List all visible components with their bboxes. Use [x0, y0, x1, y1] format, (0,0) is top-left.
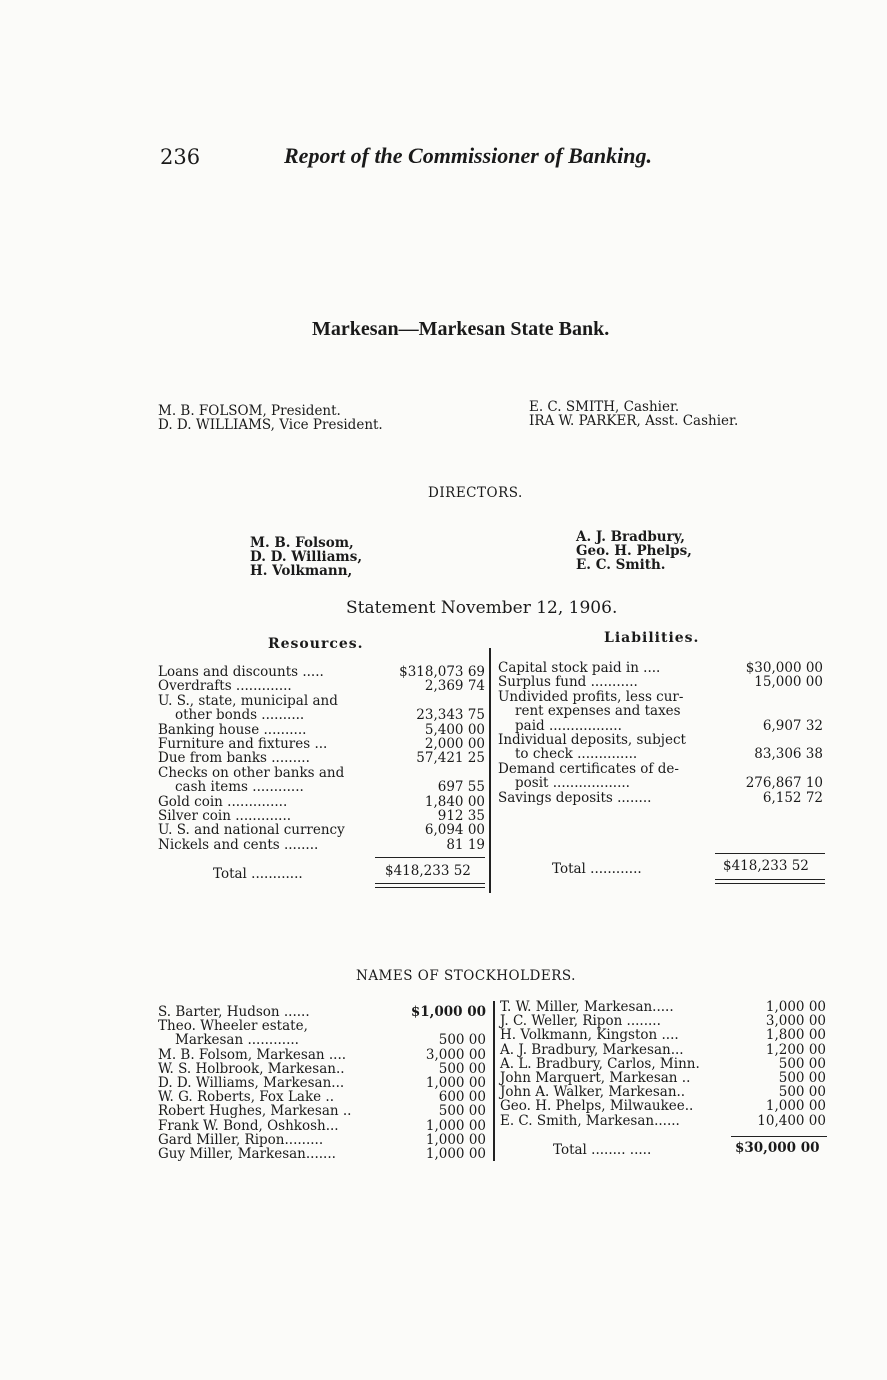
ledger-row: [498, 733, 823, 747]
stockholder-row: [158, 1019, 486, 1033]
ledger-amount: 23,343 75: [416, 707, 485, 724]
stockholder-amount: 1,000 00: [765, 1098, 826, 1115]
page-number: 236: [160, 145, 201, 169]
ledger-row: [158, 737, 485, 751]
stockholder-row: [158, 1090, 486, 1104]
stockholder-amount: 1,800 00: [765, 1027, 826, 1044]
ledger-label: to check ..............: [515, 746, 638, 763]
ledger-amount: $30,000 00: [745, 660, 823, 676]
liabilities-heading: Liabilities.: [604, 630, 700, 646]
resources-total-amount: $418,233 52: [385, 863, 471, 879]
ledger-amount: 6,094 00: [424, 822, 485, 839]
stockholders-left: [158, 1005, 486, 1161]
stockholder-name: T. W. Miller, Markesan.....: [500, 999, 674, 1015]
stockholder-name: John A. Walker, Markesan..: [500, 1084, 686, 1101]
stockholder-amount: 500 00: [778, 1069, 826, 1086]
ledger-row: [498, 776, 823, 790]
stockholder-amount: 500 00: [438, 1103, 486, 1120]
stockholder-amount: 3,000 00: [765, 1013, 826, 1030]
stockholder-row: [158, 1048, 486, 1062]
stockholder-name: M. B. Folsom, Markesan ....: [158, 1046, 347, 1063]
stockholder-amount: 600 00: [438, 1089, 486, 1106]
stockholder-row: [500, 1114, 826, 1128]
ledger-label: Demand certificates of de-: [498, 760, 679, 777]
liabilities-ledger: [498, 661, 823, 805]
ledger-label: Undivided profits, less cur-: [498, 688, 684, 705]
stockholder-amount: 1,000 00: [425, 1074, 486, 1091]
director-name: A. J. Bradbury,: [576, 529, 685, 545]
ledger-row: [498, 762, 823, 776]
stockholder-amount: 500 00: [438, 1032, 486, 1049]
stockholder-amount: 1,000 00: [425, 1117, 486, 1134]
column-divider: [489, 648, 491, 893]
stockholder-amount: 3,000 00: [425, 1046, 486, 1063]
resources-total-label: Total ............: [213, 866, 303, 882]
stockholder-name: A. L. Bradbury, Carlos, Minn.: [500, 1055, 700, 1072]
stockholders-heading: NAMES OF STOCKHOLDERS.: [356, 968, 576, 984]
officers-left: [158, 404, 383, 432]
ledger-label: posit ..................: [515, 775, 630, 792]
directors-right: [576, 530, 692, 572]
stockholder-name: W. G. Roberts, Fox Lake ..: [158, 1089, 335, 1106]
ledger-label: Overdrafts .............: [158, 678, 292, 695]
liabilities-total-label: Total ............: [552, 861, 642, 877]
ledger-amount: 6,907 32: [762, 717, 823, 734]
ledger-amount: 81 19: [446, 836, 485, 853]
stockholder-amount: 1,000 00: [425, 1131, 486, 1148]
ledger-amount: 83,306 38: [754, 746, 823, 763]
liabilities-total-rule: [715, 853, 825, 854]
stockholder-name: W. S. Holbrook, Markesan..: [158, 1060, 345, 1077]
stockholder-row: [500, 1043, 826, 1057]
ledger-label: Silver coin .............: [158, 807, 292, 824]
ledger-row: [498, 690, 823, 704]
stockholders-column-divider: [493, 1001, 495, 1161]
ledger-row: [158, 665, 485, 679]
stockholder-name: S. Barter, Hudson ......: [158, 1004, 310, 1020]
ledger-row: [158, 795, 485, 809]
stockholders-total-rule: [731, 1136, 827, 1137]
ledger-row: [158, 838, 485, 852]
stockholder-name: John Marquert, Markesan ..: [500, 1069, 691, 1086]
stockholder-row: [158, 1133, 486, 1147]
stockholder-amount: 1,000 00: [425, 1145, 486, 1162]
stockholders-total-label: Total ........ .....: [553, 1142, 652, 1158]
ledger-label: Surplus fund ...........: [498, 674, 638, 691]
liabilities-total-amount: $418,233 52: [723, 858, 809, 874]
stockholder-amount: 500 00: [778, 1055, 826, 1072]
stockholder-row: [158, 1033, 486, 1047]
ledger-label: U. S. and national currency: [158, 822, 345, 839]
ledger-row: [498, 719, 823, 733]
stockholder-row: [500, 1085, 826, 1099]
officer-president: M. B. FOLSOM, President.: [158, 403, 341, 419]
ledger-amount: 1,840 00: [424, 793, 485, 810]
stockholder-name: Guy Miller, Markesan.......: [158, 1145, 336, 1162]
ledger-label: Banking house ..........: [158, 721, 307, 738]
ledger-row: [158, 723, 485, 737]
officer-asst-cashier: IRA W. PARKER, Asst. Cashier.: [529, 413, 739, 429]
stockholder-name: E. C. Smith, Markesan......: [500, 1112, 680, 1129]
stockholder-row: [158, 1147, 486, 1161]
liabilities-total-double-rule: [715, 879, 825, 884]
director-name: Geo. H. Phelps,: [576, 543, 692, 559]
stockholder-row: [158, 1062, 486, 1076]
stockholder-amount: 500 00: [778, 1084, 826, 1101]
stockholder-name: Markesan ............: [175, 1032, 299, 1049]
ledger-row: [158, 708, 485, 722]
director-name: M. B. Folsom,: [250, 535, 354, 551]
ledger-amount: 57,421 25: [416, 750, 485, 767]
ledger-row: [498, 704, 823, 718]
stockholder-row: [158, 1119, 486, 1133]
resources-total-double-rule: [375, 883, 485, 888]
stockholder-name: H. Volkmann, Kingston ....: [500, 1027, 679, 1044]
stockholder-name: Theo. Wheeler estate,: [158, 1018, 308, 1035]
ledger-amount: 15,000 00: [754, 674, 823, 691]
ledger-amount: 2,369 74: [424, 678, 485, 695]
stockholder-row: [158, 1104, 486, 1118]
stockholder-name: Robert Hughes, Markesan ..: [158, 1103, 352, 1120]
stockholder-name: J. C. Weller, Ripon ........: [500, 1013, 661, 1030]
stockholder-name: D. D. Williams, Markesan...: [158, 1074, 345, 1091]
stockholder-row: [500, 1057, 826, 1071]
ledger-row: [158, 780, 485, 794]
stockholders-right: [500, 1000, 826, 1128]
stockholder-name: Gard Miller, Ripon.........: [158, 1131, 324, 1148]
ledger-label: Savings deposits ........: [498, 789, 652, 806]
ledger-row: [158, 809, 485, 823]
stockholders-total-amount: $30,000 00: [735, 1140, 820, 1156]
stockholder-amount: 10,400 00: [757, 1112, 826, 1129]
stockholder-name: Geo. H. Phelps, Milwaukee..: [500, 1098, 694, 1115]
ledger-amount: $318,073 69: [399, 664, 485, 680]
stockholder-row: [500, 1099, 826, 1113]
ledger-row: [498, 791, 823, 805]
ledger-label: rent expenses and taxes: [515, 703, 681, 720]
ledger-row: [158, 694, 485, 708]
ledger-label: cash items ............: [175, 779, 304, 796]
stockholder-row: [500, 1000, 826, 1014]
ledger-label: Gold coin ..............: [158, 793, 288, 810]
ledger-row: [158, 823, 485, 837]
officers-right: [529, 400, 738, 428]
resources-heading: Resources.: [268, 636, 364, 652]
stockholder-row: [158, 1076, 486, 1090]
ledger-amount: 697 55: [437, 779, 485, 796]
ledger-row: [498, 661, 823, 675]
ledger-label: Individual deposits, subject: [498, 731, 686, 748]
officer-vice-president: D. D. WILLIAMS, Vice President.: [158, 417, 383, 433]
running-title: Report of the Commissioner of Banking.: [284, 143, 652, 168]
ledger-label: paid .................: [515, 717, 622, 734]
stockholder-row: [500, 1014, 826, 1028]
ledger-amount: 6,152 72: [762, 789, 823, 806]
ledger-label: Nickels and cents ........: [158, 836, 319, 853]
ledger-label: U. S., state, municipal and: [158, 692, 338, 709]
stockholder-amount: 1,000 00: [765, 999, 826, 1015]
ledger-row: [158, 679, 485, 693]
ledger-label: Checks on other banks and: [158, 764, 345, 781]
stockholder-row: [500, 1071, 826, 1085]
stockholder-row: [158, 1005, 486, 1019]
directors-left: [250, 536, 362, 578]
ledger-label: Loans and discounts .....: [158, 664, 324, 680]
ledger-row: [498, 675, 823, 689]
bank-title: Markesan—Markesan State Bank.: [312, 318, 610, 340]
resources-ledger: [158, 665, 485, 852]
director-name: D. D. Williams,: [250, 549, 363, 565]
stockholder-name: A. J. Bradbury, Markesan...: [500, 1041, 684, 1058]
ledger-row: [158, 766, 485, 780]
ledger-amount: 2,000 00: [424, 735, 485, 752]
ledger-amount: 276,867 10: [745, 775, 823, 792]
statement-title: Statement November 12, 1906.: [346, 598, 618, 618]
ledger-label: Furniture and fixtures ...: [158, 735, 328, 752]
officer-cashier: E. C. SMITH, Cashier.: [529, 399, 680, 415]
stockholder-amount: $1,000 00: [410, 1004, 486, 1020]
ledger-label: Due from banks .........: [158, 750, 310, 767]
ledger-amount: 912 35: [437, 807, 485, 824]
ledger-amount: 5,400 00: [424, 721, 485, 738]
ledger-row: [158, 751, 485, 765]
ledger-row: [498, 747, 823, 761]
ledger-label: Capital stock paid in ....: [498, 660, 661, 676]
stockholder-amount: 1,200 00: [765, 1041, 826, 1058]
stockholder-amount: 500 00: [438, 1060, 486, 1077]
stockholder-row: [500, 1028, 826, 1042]
stockholder-name: Frank W. Bond, Oshkosh...: [158, 1117, 339, 1134]
director-name: E. C. Smith.: [576, 557, 666, 573]
resources-total-rule: [375, 857, 485, 858]
directors-heading: DIRECTORS.: [428, 485, 523, 501]
director-name: H. Volkmann,: [250, 563, 353, 579]
ledger-label: other bonds ..........: [175, 707, 305, 724]
